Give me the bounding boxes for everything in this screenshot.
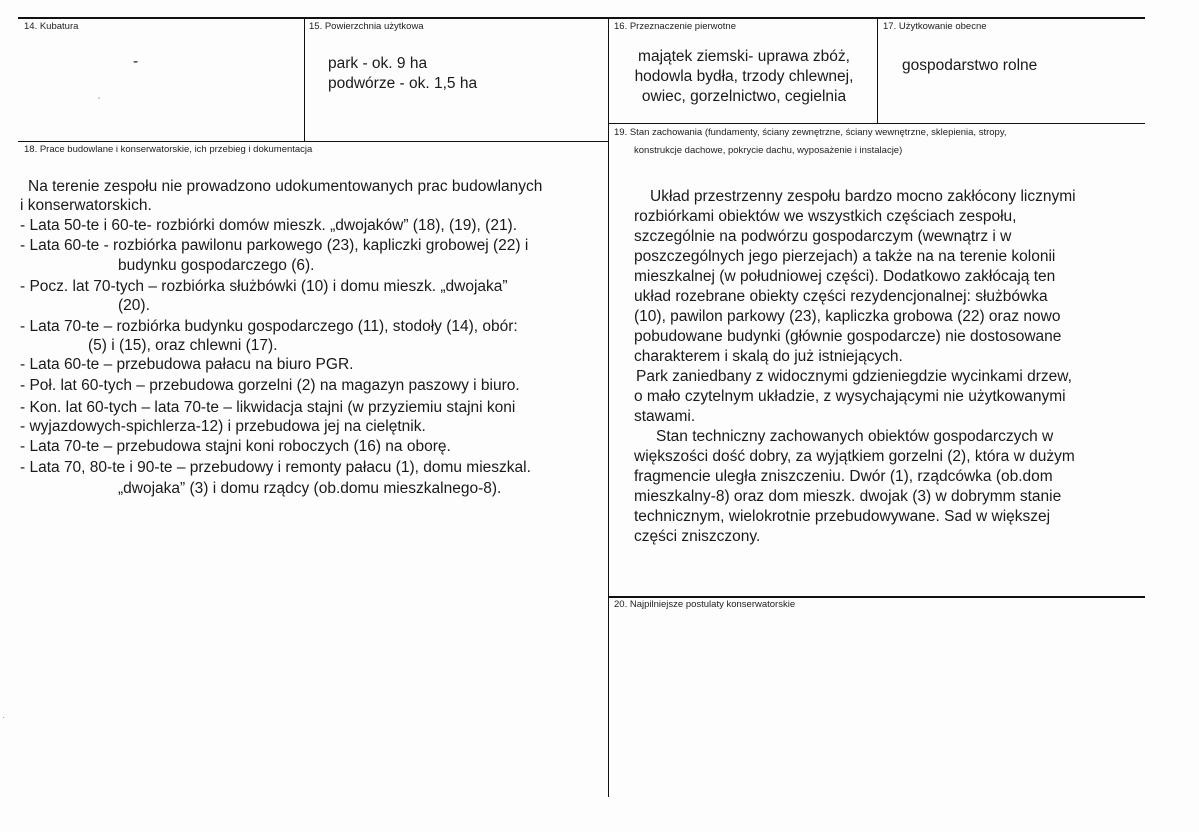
section18-line-3: - Lata 50-te i 60-te- rozbiórki domów mieszk. „dwojaków” (18), (19), (21). (20, 217, 518, 234)
section19-line-10: Park zaniedbany z widocznymi gdzieniegdzie wycinkami drzew, (636, 368, 1072, 385)
section14-value: - (133, 53, 139, 70)
section16-line-1: majątek ziemski- uprawa zbóż, (638, 48, 850, 65)
top-border (18, 17, 1145, 19)
section18-line-2: i konserwatorskich. (20, 197, 152, 214)
section15-line-1: park - ok. 9 ha (328, 55, 428, 72)
section19-line-8: pobudowane budynki (głównie gospodarcze) nie dostosowane (634, 328, 1062, 345)
section17-label: 17. Użytkowanie obecne (883, 21, 987, 32)
section19-line-16: mieszkalny-8) oraz dom mieszk. dwojak (3) w dobrymm stanie (634, 488, 1062, 505)
section18-line-13: - wyjazdowych-spichlerza-12) i przebudowa jej na cielętnik. (20, 418, 426, 435)
section19-line-5: mieszkalnej (w południowej części). Dodatkowo zakłócają ten (634, 268, 1056, 285)
section18-line-6: - Pocz. lat 70-tych – rozbiórka służbówki (10) i domu mieszk. „dwojaka” (20, 278, 508, 295)
section18-line-7: (20). (118, 297, 150, 314)
section18-line-5: budynku gospodarczego (6). (118, 257, 315, 274)
divider-14-15 (304, 17, 305, 142)
section18-line-14: - Lata 70-te – przebudowa stajni koni roboczych (16) na oborę. (20, 438, 451, 455)
section19-line-17: technicznym, wielokrotnie przebudowywane. Sad w większej (634, 508, 1051, 525)
section19-line-11: o mało czytelnym układzie, z wysychającymi nie użytkowanymi (634, 388, 1066, 405)
section19-line-7: (10), pawilon parkowy (23), kapliczka grobowa (22) oraz nowo (634, 308, 1061, 325)
divider-16-17 (877, 17, 878, 124)
section19-line-9: charakterem i skalą do już istniejących. (634, 348, 903, 365)
row2-bottom-right (608, 596, 1145, 598)
section16-label: 16. Przeznaczenie pierwotne (614, 21, 736, 32)
section19-line-13: Stan techniczny zachowanych obiektów gospodarczych w (656, 428, 1054, 445)
section19-label-line-2: konstrukcje dachowe, pokrycie dachu, wyposażenie i instalacje) (634, 145, 903, 156)
section19-line-15: fragmencie uległa zniszczeniu. Dwór (1), rządcówka (ob.dom (634, 468, 1053, 485)
row1-bottom-left (18, 141, 608, 142)
row1-bottom-right (608, 123, 1145, 124)
scan-mark: · (2, 712, 6, 723)
section17-value: gospodarstwo rolne (902, 57, 1038, 74)
section19-line-14: większości dość dobry, za wyjątkiem gorzelni (2), która w dużym (634, 448, 1075, 465)
section18-line-1: Na terenie zespołu nie prowadzono udokumentowanych prac budowlanych (28, 178, 543, 195)
section16-line-2: hodowla bydła, trzody chlewnej, (634, 68, 854, 85)
section19-line-4: poszczególnych jego pierzejach) a także na na terenie kolonii (634, 248, 1056, 265)
section19-label-line-1: 19. Stan zachowania (fundamenty, ściany zewnętrzne, ściany wewnętrzne, sklepienia, stropy, (614, 127, 1007, 138)
section15-label: 15. Powierzchnia użytkowa (309, 21, 424, 32)
section18-line-11: - Poł. lat 60-tych – przebudowa gorzelni (2) na magazyn paszowy i biuro. (20, 377, 520, 394)
section18-label: 18. Prace budowlane i konserwatorskie, ich przebieg i dokumentacja (24, 144, 313, 155)
section18-line-9: (5) i (15), oraz chlewni (17). (88, 337, 278, 354)
section18-line-15: - Lata 70, 80-te i 90-te – przebudowy i remonty pałacu (1), domu mieszkal. (20, 459, 531, 476)
scan-mark: ' (98, 96, 100, 107)
section18-line-8: - Lata 70-te – rozbiórka budynku gospodarczego (11), stodoły (14), obór: (20, 318, 518, 335)
section18-line-10: - Lata 60-te – przebudowa pałacu na biuro PGR. (20, 356, 354, 373)
section19-line-3: szczególnie na podwórzu gospodarczym (wewnątrz i w (634, 228, 1012, 245)
section19-line-12: stawami. (634, 408, 696, 425)
section18-line-4: - Lata 60-te - rozbiórka pawilonu parkowego (23), kapliczki grobowej (22) i (20, 237, 529, 254)
section19-line-1: Układ przestrzenny zespołu bardzo mocno zakłócony licznymi (650, 188, 1076, 205)
section15-line-2: podwórze - ok. 1,5 ha (328, 75, 478, 92)
section18-line-12: - Kon. lat 60-tych – lata 70-te – likwidacja stajni (w przyziemiu stajni koni (20, 399, 516, 416)
section16-line-3: owiec, gorzelnictwo, cegielnia (641, 88, 847, 105)
divider-left-right (608, 17, 609, 797)
section19-line-6: układ rozebrane obiekty części rezydencjonalnej: służbówka (634, 288, 1048, 305)
section14-label: 14. Kubatura (24, 21, 79, 32)
section19-line-2: rozbiórkami obiektów we wszystkich częściach zespołu, (634, 208, 1017, 225)
section18-line-16: „dwojaka” (3) i domu rządcy (ob.domu mieszkalnego-8). (118, 480, 502, 497)
section19-line-18: części zniszczony. (634, 528, 761, 545)
section20-label: 20. Najpilniejsze postulaty konserwatorskie (614, 599, 796, 610)
